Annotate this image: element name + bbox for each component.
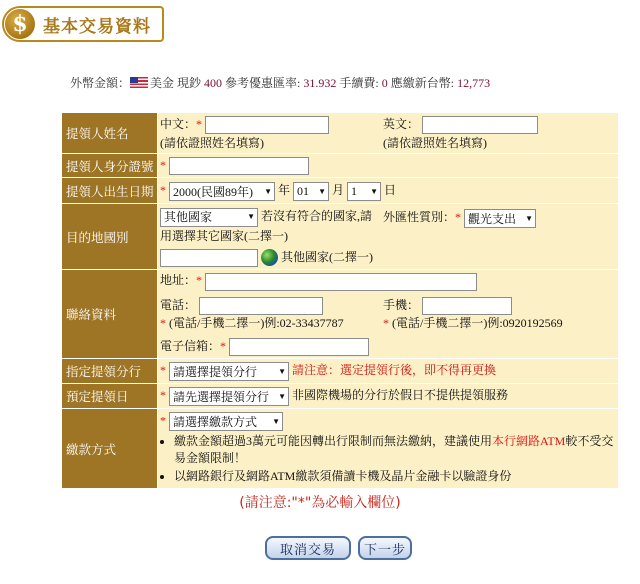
chevron-down-icon: ▼	[278, 366, 286, 376]
field-birth	[158, 178, 619, 204]
phone-note: (電話/手機二擇一)例:02-33437787	[169, 315, 344, 330]
chevron-down-icon: ▼	[272, 416, 280, 426]
branch-select[interactable]	[169, 362, 289, 381]
row-birth	[62, 178, 619, 204]
required-mark: *	[196, 273, 203, 288]
chevron-down-icon: ▼	[247, 212, 255, 221]
field-payment	[158, 409, 619, 489]
page-title-banner	[2, 6, 164, 42]
field-pickup-date	[158, 384, 619, 409]
day-unit: 日	[384, 182, 397, 197]
other-country-label: 其他國家(二擇一)	[281, 249, 373, 264]
payment-note-2: • 以網路銀行及網路ATM繳款須備讀卡機及晶片金融卡以驗證身份	[174, 468, 616, 485]
field-name	[158, 113, 619, 154]
fx-fee: 0	[381, 76, 388, 90]
us-flag-icon	[130, 77, 148, 88]
english-name-note: (請依證照姓名填寫)	[383, 136, 487, 151]
country-select[interactable]	[160, 208, 258, 227]
payment-method-value: 請選擇繳款方式	[173, 414, 258, 429]
branch-warning: 請注意：選定提領行後，即不得再更換	[292, 363, 497, 378]
chevron-down-icon: ▼	[370, 186, 379, 196]
label-branch: 指定提領分行	[62, 359, 158, 384]
required-mark: *	[160, 157, 166, 172]
year-unit: 年	[278, 182, 291, 197]
row-payment	[62, 409, 619, 489]
pickup-date-select[interactable]	[169, 387, 289, 406]
label-payment: 繳款方式	[62, 409, 158, 489]
field-id	[158, 154, 619, 178]
fx-type-select[interactable]	[464, 209, 536, 228]
fx-twd: 12,773	[457, 76, 491, 90]
row-pickup-date	[62, 384, 619, 409]
payment-note-1	[174, 433, 616, 467]
mobile-note: (電話/手機二擇一)例:0920192569	[392, 315, 563, 330]
web-atm-link[interactable]: 本行網路ATM	[492, 433, 566, 448]
row-branch	[62, 359, 619, 384]
fx-cash: 現鈔	[177, 76, 202, 90]
required-mark: *	[160, 363, 166, 378]
chinese-name-input[interactable]	[205, 116, 329, 134]
required-mark: *	[455, 209, 462, 224]
required-mark: *	[196, 117, 203, 131]
fx-type-label: 外匯性質別：	[383, 209, 456, 224]
label-name: 提領人姓名	[62, 113, 158, 154]
birth-year-value: 2000(民國89年)	[173, 184, 253, 199]
mobile-label: 手機：	[383, 297, 420, 312]
label-contact: 聯絡資料	[62, 270, 158, 359]
chevron-down-icon: ▼	[525, 213, 534, 223]
country-hint-line1: 若沒有符合的國家,請	[261, 208, 373, 223]
field-branch	[158, 359, 619, 384]
birth-month-value: 01	[297, 183, 310, 198]
fx-label: 外幣金額：	[70, 76, 131, 90]
page-title: 基本交易資料	[43, 16, 151, 37]
english-name-input[interactable]	[422, 116, 538, 134]
payment-note-1-tail: 較不受交易金額限制！	[174, 433, 614, 465]
required-field-note: (請注意:"*"為必輸入欄位)	[239, 495, 401, 511]
branch-value: 請選擇提領分行	[173, 364, 258, 379]
country-hint-line2: 用選擇其它國家(二擇一)	[160, 228, 288, 243]
label-pickup-date: 預定提領日	[62, 384, 158, 409]
row-id	[62, 154, 619, 178]
cancel-transaction-button[interactable]: 取消交易	[265, 536, 351, 560]
birth-month-select[interactable]	[293, 182, 329, 201]
chevron-down-icon: ▼	[318, 186, 327, 196]
address-input[interactable]	[205, 273, 477, 291]
chinese-name-label: 中文：	[160, 117, 197, 131]
label-destination: 目的地國別	[62, 204, 158, 270]
address-label: 地址：	[160, 273, 197, 288]
fx-amount: 400	[204, 76, 223, 90]
fx-rate-label: 參考優惠匯率:	[225, 76, 301, 90]
english-name-label: 英文：	[383, 117, 420, 131]
phone-input[interactable]	[199, 297, 323, 315]
row-contact	[62, 270, 619, 359]
fx-type-value: 觀光支出	[468, 211, 517, 226]
required-mark: *	[383, 315, 389, 330]
email-input[interactable]	[229, 338, 369, 356]
birth-day-select[interactable]	[347, 182, 381, 201]
field-destination	[158, 204, 619, 270]
pickup-date-note: 非國際機場的分行於假日不提供提領服務	[292, 388, 509, 403]
row-destination	[62, 204, 619, 270]
chinese-name-note: (請依證照姓名填寫)	[160, 136, 264, 151]
payment-notes	[160, 433, 616, 485]
row-name	[62, 113, 619, 154]
next-step-button[interactable]: 下一步	[358, 536, 412, 560]
field-contact	[158, 270, 619, 359]
required-mark: *	[160, 182, 166, 197]
other-country-input[interactable]	[160, 249, 258, 267]
birth-year-select[interactable]	[169, 182, 275, 201]
required-mark: *	[160, 315, 166, 330]
fx-twd-label: 應繳新台幣:	[390, 76, 455, 90]
required-mark: *	[160, 388, 166, 403]
payment-method-select[interactable]	[169, 412, 283, 431]
required-mark: *	[220, 338, 227, 353]
birth-day-value: 1	[351, 183, 358, 198]
phone-label: 電話：	[160, 297, 197, 312]
pickup-date-value: 請先選擇提領分行	[173, 389, 270, 404]
fx-fee-label: 手續費:	[339, 76, 379, 90]
label-birth: 提領人出生日期	[62, 178, 158, 204]
payment-note-1-text: 繳款金額超過3萬元可能因轉出行限制而無法繳納，建議使用	[174, 433, 493, 448]
globe-icon[interactable]	[261, 249, 278, 266]
transaction-form	[61, 112, 619, 489]
country-value: 其他國家	[164, 210, 213, 224]
chevron-down-icon: ▼	[264, 186, 272, 196]
month-unit: 月	[332, 182, 345, 197]
mobile-input[interactable]	[422, 297, 512, 315]
fx-currency: 美金	[150, 76, 175, 90]
id-number-input[interactable]	[169, 157, 309, 175]
dollar-coin-icon: $	[5, 9, 35, 39]
chevron-down-icon: ▼	[278, 391, 286, 401]
email-label: 電子信箱：	[160, 338, 221, 353]
label-id: 提領人身分證號	[62, 154, 158, 178]
fx-rate: 31.932	[303, 76, 337, 90]
fx-summary	[70, 74, 490, 91]
required-mark: *	[160, 412, 166, 427]
